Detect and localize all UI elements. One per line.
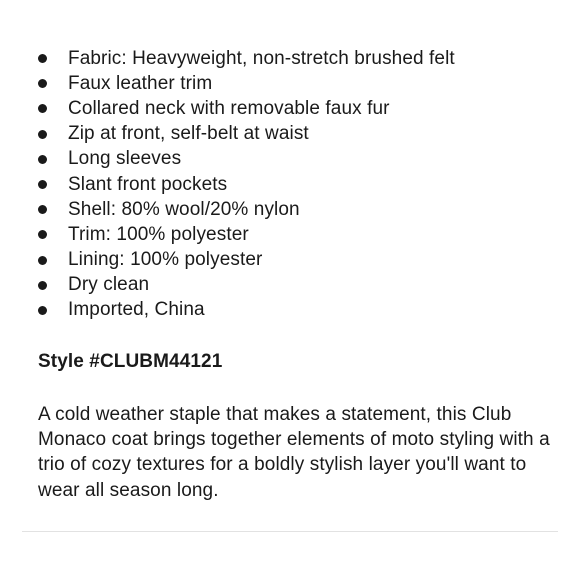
list-item xyxy=(38,273,558,298)
divider xyxy=(22,531,558,532)
list-item-text: Trim: 100% polyester xyxy=(68,223,249,245)
bullet-icon xyxy=(38,180,47,189)
bullet-icon xyxy=(38,306,47,315)
list-item-text: Dry clean xyxy=(68,274,150,296)
list-item xyxy=(38,46,558,71)
list-item-text: Faux leather trim xyxy=(68,72,213,94)
list-item xyxy=(38,172,558,197)
bullet-icon xyxy=(38,205,47,214)
list-item xyxy=(38,298,558,323)
bullet-icon xyxy=(38,155,47,164)
list-item-text: Fabric: Heavyweight, non-stretch brushed felt xyxy=(68,47,455,69)
list-item xyxy=(38,147,558,172)
bullet-icon xyxy=(38,256,47,265)
list-item-text: Lining: 100% polyester xyxy=(68,249,263,271)
bullet-icon xyxy=(38,54,47,63)
list-item xyxy=(38,122,558,147)
list-item xyxy=(38,222,558,247)
bullet-icon xyxy=(38,104,47,113)
list-item-text: Collared neck with removable faux fur xyxy=(68,97,390,119)
list-item xyxy=(38,197,558,222)
bullet-icon xyxy=(38,230,47,239)
list-item-text: Imported, China xyxy=(68,299,205,321)
product-description: A cold weather staple that makes a statement, this Club Monaco coat brings together elements of moto styling with a trio of cozy textures for a boldly stylish layer you'll want to wear all season long. xyxy=(38,404,550,501)
bullet-icon xyxy=(38,130,47,139)
product-details xyxy=(38,46,558,503)
list-item xyxy=(38,71,558,96)
list-item-text: Zip at front, self-belt at waist xyxy=(68,123,309,145)
list-item-text: Shell: 80% wool/20% nylon xyxy=(68,198,300,220)
bullet-icon xyxy=(38,281,47,290)
list-item xyxy=(38,248,558,273)
feature-list xyxy=(38,46,558,323)
bullet-icon xyxy=(38,79,47,88)
style-number: Style #CLUBM44121 xyxy=(38,351,223,373)
list-item-text: Long sleeves xyxy=(68,148,182,170)
list-item xyxy=(38,96,558,121)
list-item-text: Slant front pockets xyxy=(68,173,228,195)
